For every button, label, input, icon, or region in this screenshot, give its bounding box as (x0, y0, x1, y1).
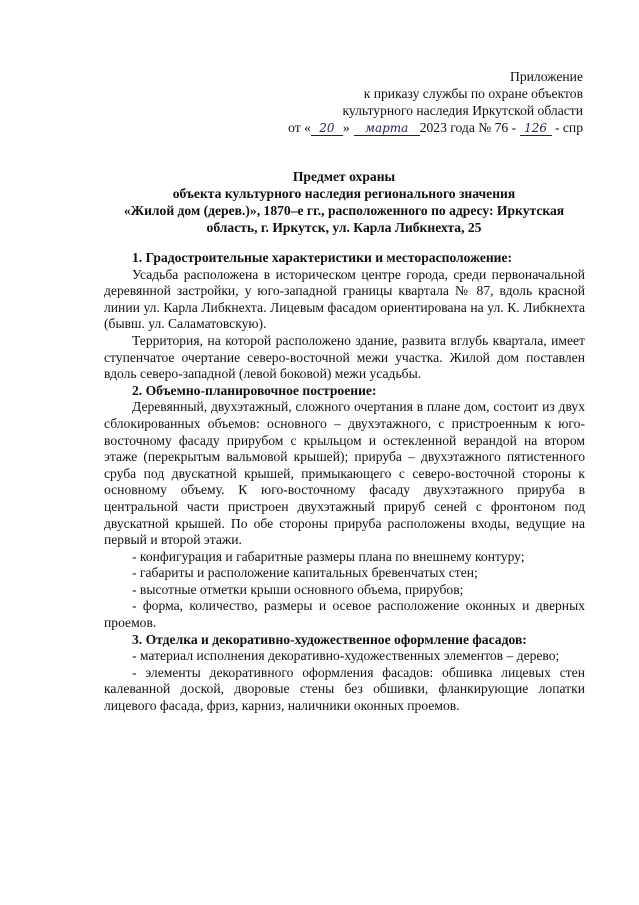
order-suffix: - спр (554, 120, 583, 135)
appendix-order-line (203, 119, 583, 136)
section-2-paragraph-1: Деревянный, двухэтажный, сложного очертания в плане дом, состоит из двух сблокированных объемов: основного – двухэтажного, с пристроенным к юго-восточному фасаду прирубом с крыльцом и остекленной верандой на втором этаже (перекрытым вальмовой крышей); прируба – двухэтажного пятистенного сруба под двускатной крышей, примыкающего с северо-восточной стороны к основному объему. К юго-восточному фасаду двухэтажного прируба в центральной части пристроен двухэтажный прируб сеней с фронтоном под двускатной крышей. По обе стороны прируба расположены входы, ведущие на первый и второй этажи. (104, 399, 585, 548)
order-prefix: от « (288, 120, 311, 135)
section-2-list-item-1: - конфигурация и габаритные размеры плана по внешнему контуру; (132, 548, 525, 564)
order-month-handwritten: марта (354, 121, 420, 136)
section-3-heading: 3. Отделка и декоративно-художественное оформление фасадов: (132, 631, 527, 647)
section-2-list-item-3: - высотные отметки крыши основного объема, прирубов; (132, 581, 464, 597)
order-year-text: 2023 года № 76 - (419, 120, 517, 135)
title-line-4: область, г. Иркутск, ул. Карла Либкнехта, 25 (206, 220, 482, 235)
appendix-department: культурного наследия Иркутской области (342, 103, 583, 118)
order-mid: » (342, 120, 350, 135)
order-day-handwritten: 20 (311, 121, 343, 136)
appendix-order-ref: к приказу службы по охране объектов (363, 86, 583, 101)
appendix-header (203, 68, 583, 136)
appendix-label: Приложение (510, 69, 583, 84)
section-1-paragraph-2: Территория, на которой расположено здание, развита вглубь квартала, имеет ступенчатое очертание северо-восточной межи участка. Жилой дом поставлен вдоль северо-западной (левой боковой) межи усадьбы. (104, 332, 585, 382)
section-2-list-item-2: - габариты и расположение капитальных бревенчатых стен; (132, 565, 478, 581)
section-3-list-item-1: - материал исполнения декоративно-художественных элементов – дерево; (132, 648, 560, 664)
title-line-1: Предмет охраны (292, 169, 396, 184)
section-2-list-item-4: - форма, количество, размеры и осевое расположение оконных и дверных проемов. (104, 598, 585, 631)
section-1-heading: 1. Градостроительные характеристики и месторасположение: (132, 250, 513, 265)
title-line-3: «Жилой дом (дерев.)», 1870–е гг., расположенного по адресу: Иркутская (123, 203, 565, 218)
document-body (104, 250, 585, 715)
section-2-heading: 2. Объемно-планировочное построение: (132, 382, 377, 398)
section-3-list-item-2: - элементы декоративного оформления фасадов: обшивка лицевых стен калеванной доской, дворовые стены без обшивки, фланкирующие лопатки лицевого фасада, фриз, карниз, наличники оконных проемов. (104, 664, 585, 714)
section-1-paragraph-1: Усадьба расположена в историческом центре города, среди первоначальной деревянной застройки, у юго-западной границы квартала № 87, вдоль красной линии ул. Карла Либкнехта. Лицевым фасадом ориентирована на ул. К. Либкнехта (бывш. ул. Саламатовскую). (104, 266, 585, 332)
document-title (104, 168, 584, 236)
title-line-2: объекта культурного наследия регионального значения (172, 186, 516, 201)
order-number-handwritten: 126 (520, 121, 552, 136)
